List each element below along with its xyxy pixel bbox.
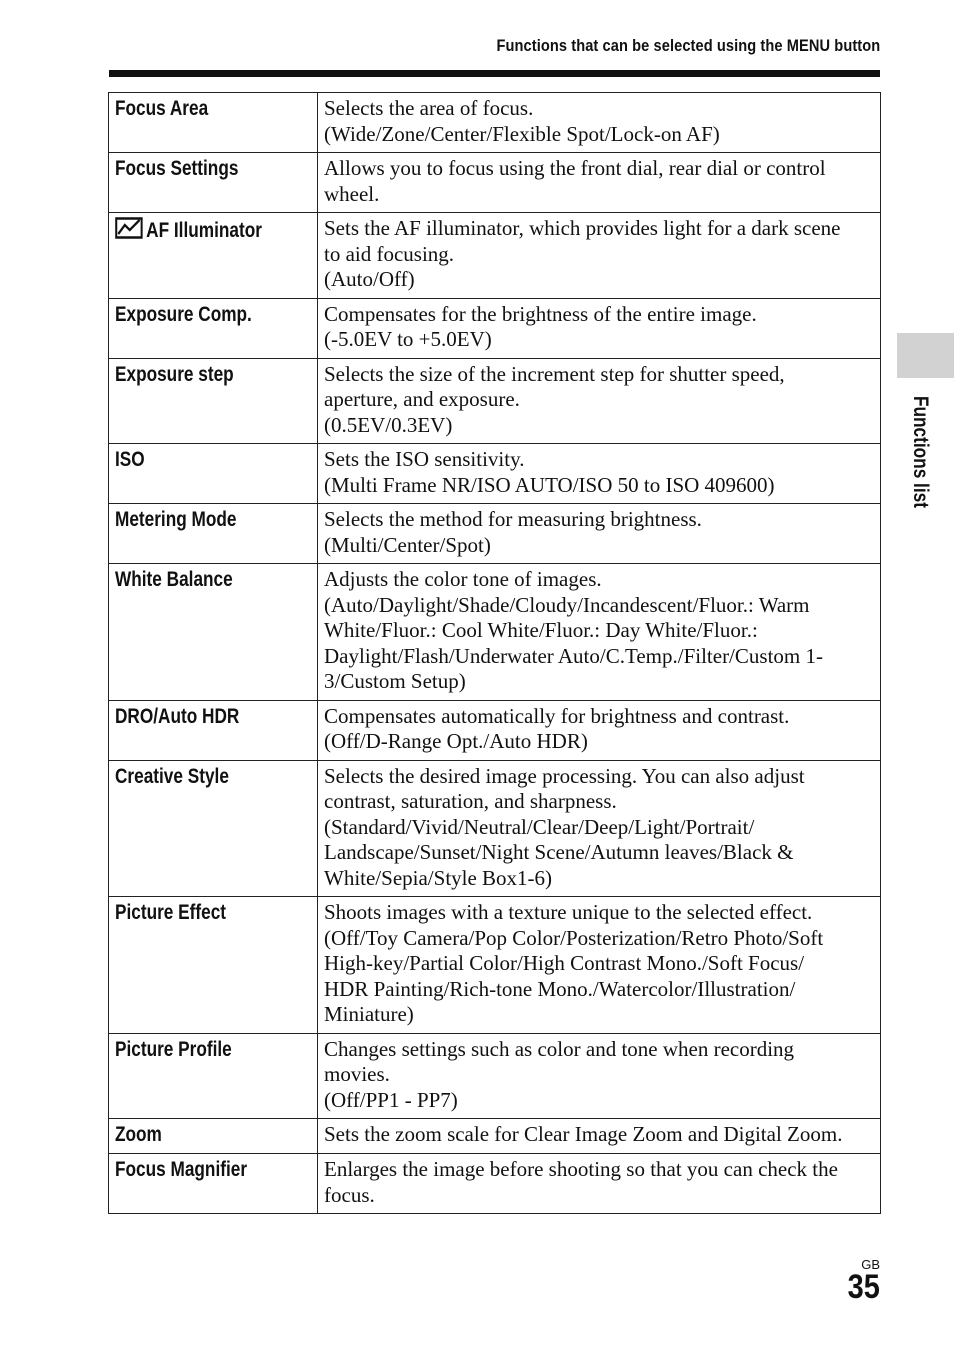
function-description-cell (318, 760, 881, 897)
side-tab-marker (897, 333, 954, 378)
description-line: Compensates for the brightness of the entire image. (324, 301, 757, 326)
description-line: Selects the size of the increment step for shutter speed, (324, 361, 785, 386)
function-name: Zoom (115, 1123, 162, 1146)
description-line: White/Fluor.: Cool White/Fluor.: Day White/Fluor.: (324, 618, 758, 642)
description-line: Compensates automatically for brightness and contrast. (324, 703, 790, 728)
function-description-cell (318, 700, 881, 760)
page-number: 35 (847, 1268, 880, 1306)
description-line: Sets the zoom scale for Clear Image Zoom and Digital Zoom. (324, 1122, 843, 1146)
description-line: (0.5EV/0.3EV) (324, 412, 453, 437)
description-line: Shoots images with a texture unique to the selected effect. (324, 900, 813, 924)
description-line: Selects the method for measuring brightness. (324, 507, 702, 531)
description-line: (Multi/Center/Spot) (324, 532, 491, 557)
function-description-cell (318, 358, 881, 444)
description-line: (Multi Frame NR/ISO AUTO/ISO 50 to ISO 409600) (324, 472, 775, 497)
function-name-cell (109, 564, 318, 701)
description-line: (Auto/Daylight/Shade/Cloudy/Incandescent/Fluor.: Warm (324, 592, 810, 617)
description-line: Daylight/Flash/Underwater Auto/C.Temp./Filter/Custom 1- (324, 643, 823, 668)
description-line: (Auto/Off) (324, 267, 415, 291)
function-description-cell (318, 504, 881, 564)
function-name: ISO (115, 448, 145, 471)
function-description-cell (318, 564, 881, 701)
description-line: Sets the AF illuminator, which provides light for a dark scene (324, 216, 841, 240)
description-line: White/Sepia/Style Box1-6) (324, 865, 553, 890)
description-line: High-key/Partial Color/High Contrast Mono./Soft Focus/ (324, 951, 805, 975)
description-line: contrast, saturation, and sharpness. (324, 789, 617, 813)
function-description-cell (318, 1154, 881, 1214)
function-name: Creative Style (115, 764, 229, 788)
description-line: (Standard/Vivid/Neutral/Clear/Deep/Light/Portrait/ (324, 814, 755, 839)
function-description-cell (318, 1119, 881, 1154)
function-name-cell (109, 700, 318, 760)
function-name-cell (109, 213, 318, 299)
function-name: Metering Mode (115, 508, 237, 531)
description-line: (-5.0EV to +5.0EV) (324, 327, 492, 351)
function-name: Exposure Comp. (115, 302, 252, 326)
function-name: DRO/Auto HDR (115, 704, 240, 728)
description-line: (Off/PP1 - PP7) (324, 1087, 458, 1112)
description-line: wheel. (324, 181, 380, 206)
description-line: HDR Painting/Rich-tone Mono./Watercolor/Illustration/ (324, 976, 796, 1001)
function-name: Picture Profile (115, 1037, 232, 1061)
function-name-cell (109, 358, 318, 444)
description-line: (Off/Toy Camera/Pop Color/Posterization/Retro Photo/Soft (324, 925, 824, 950)
table-row (109, 358, 881, 444)
table-row (109, 444, 881, 504)
header-rule (109, 70, 880, 77)
table-row (109, 760, 881, 897)
function-description-cell (318, 444, 881, 504)
page-header-title: Functions that can be selected using the MENU button (496, 36, 880, 55)
function-name-cell (109, 444, 318, 504)
function-name: Exposure step (115, 362, 234, 386)
function-description-cell (318, 93, 881, 153)
function-description-cell (318, 153, 881, 213)
description-line: aperture, and exposure. (324, 387, 520, 411)
table-row (109, 298, 881, 358)
region-code: GB (861, 1257, 880, 1272)
function-description-cell (318, 298, 881, 358)
description-line: Changes settings such as color and tone when recording (324, 1036, 795, 1061)
table-row (109, 213, 881, 299)
description-line: Enlarges the image before shooting so that you can check the (324, 1157, 838, 1181)
function-name-cell (109, 760, 318, 897)
description-line: Selects the area of focus. (324, 96, 534, 120)
description-line: (Wide/Zone/Center/Flexible Spot/Lock-on AF) (324, 121, 720, 146)
description-line: Adjusts the color tone of images. (324, 567, 602, 591)
function-description-cell (318, 213, 881, 299)
table-row (109, 1119, 881, 1154)
description-line: Allows you to focus using the front dial, rear dial or control (324, 156, 826, 180)
table-row (109, 897, 881, 1034)
function-name: Focus Area (115, 97, 209, 120)
table-row (109, 564, 881, 701)
description-line: Sets the ISO sensitivity. (324, 447, 525, 471)
function-name-cell (109, 93, 318, 153)
description-line: 3/Custom Setup) (324, 669, 466, 693)
table-row (109, 1154, 881, 1214)
description-line: Miniature) (324, 1002, 414, 1026)
side-tab-label: Functions list (909, 396, 932, 508)
function-name-cell (109, 504, 318, 564)
af-illuminator-icon (115, 216, 143, 247)
description-line: Landscape/Sunset/Night Scene/Autumn leaves/Black & (324, 840, 794, 864)
table-row (109, 93, 881, 153)
description-line: focus. (324, 1182, 375, 1207)
description-line: (Off/D-Range Opt./Auto HDR) (324, 729, 588, 753)
function-name-cell (109, 897, 318, 1034)
function-description-cell (318, 897, 881, 1034)
function-name-cell (109, 1154, 318, 1214)
function-name: AF Illuminator (146, 219, 262, 242)
function-description-cell (318, 1033, 881, 1119)
description-line: to aid focusing. (324, 241, 455, 266)
function-name: White Balance (115, 568, 233, 591)
table-row (109, 700, 881, 760)
description-line: Selects the desired image processing. You can also adjust (324, 763, 805, 788)
functions-table (108, 92, 881, 1214)
function-name: Focus Magnifier (115, 1158, 248, 1181)
function-name: Picture Effect (115, 901, 227, 924)
function-name-cell (109, 153, 318, 213)
table-row (109, 153, 881, 213)
function-name-cell (109, 298, 318, 358)
function-name-cell (109, 1119, 318, 1154)
table-row (109, 1033, 881, 1119)
description-line: movies. (324, 1062, 390, 1086)
function-name: Focus Settings (115, 157, 239, 180)
function-name-cell (109, 1033, 318, 1119)
table-row (109, 504, 881, 564)
